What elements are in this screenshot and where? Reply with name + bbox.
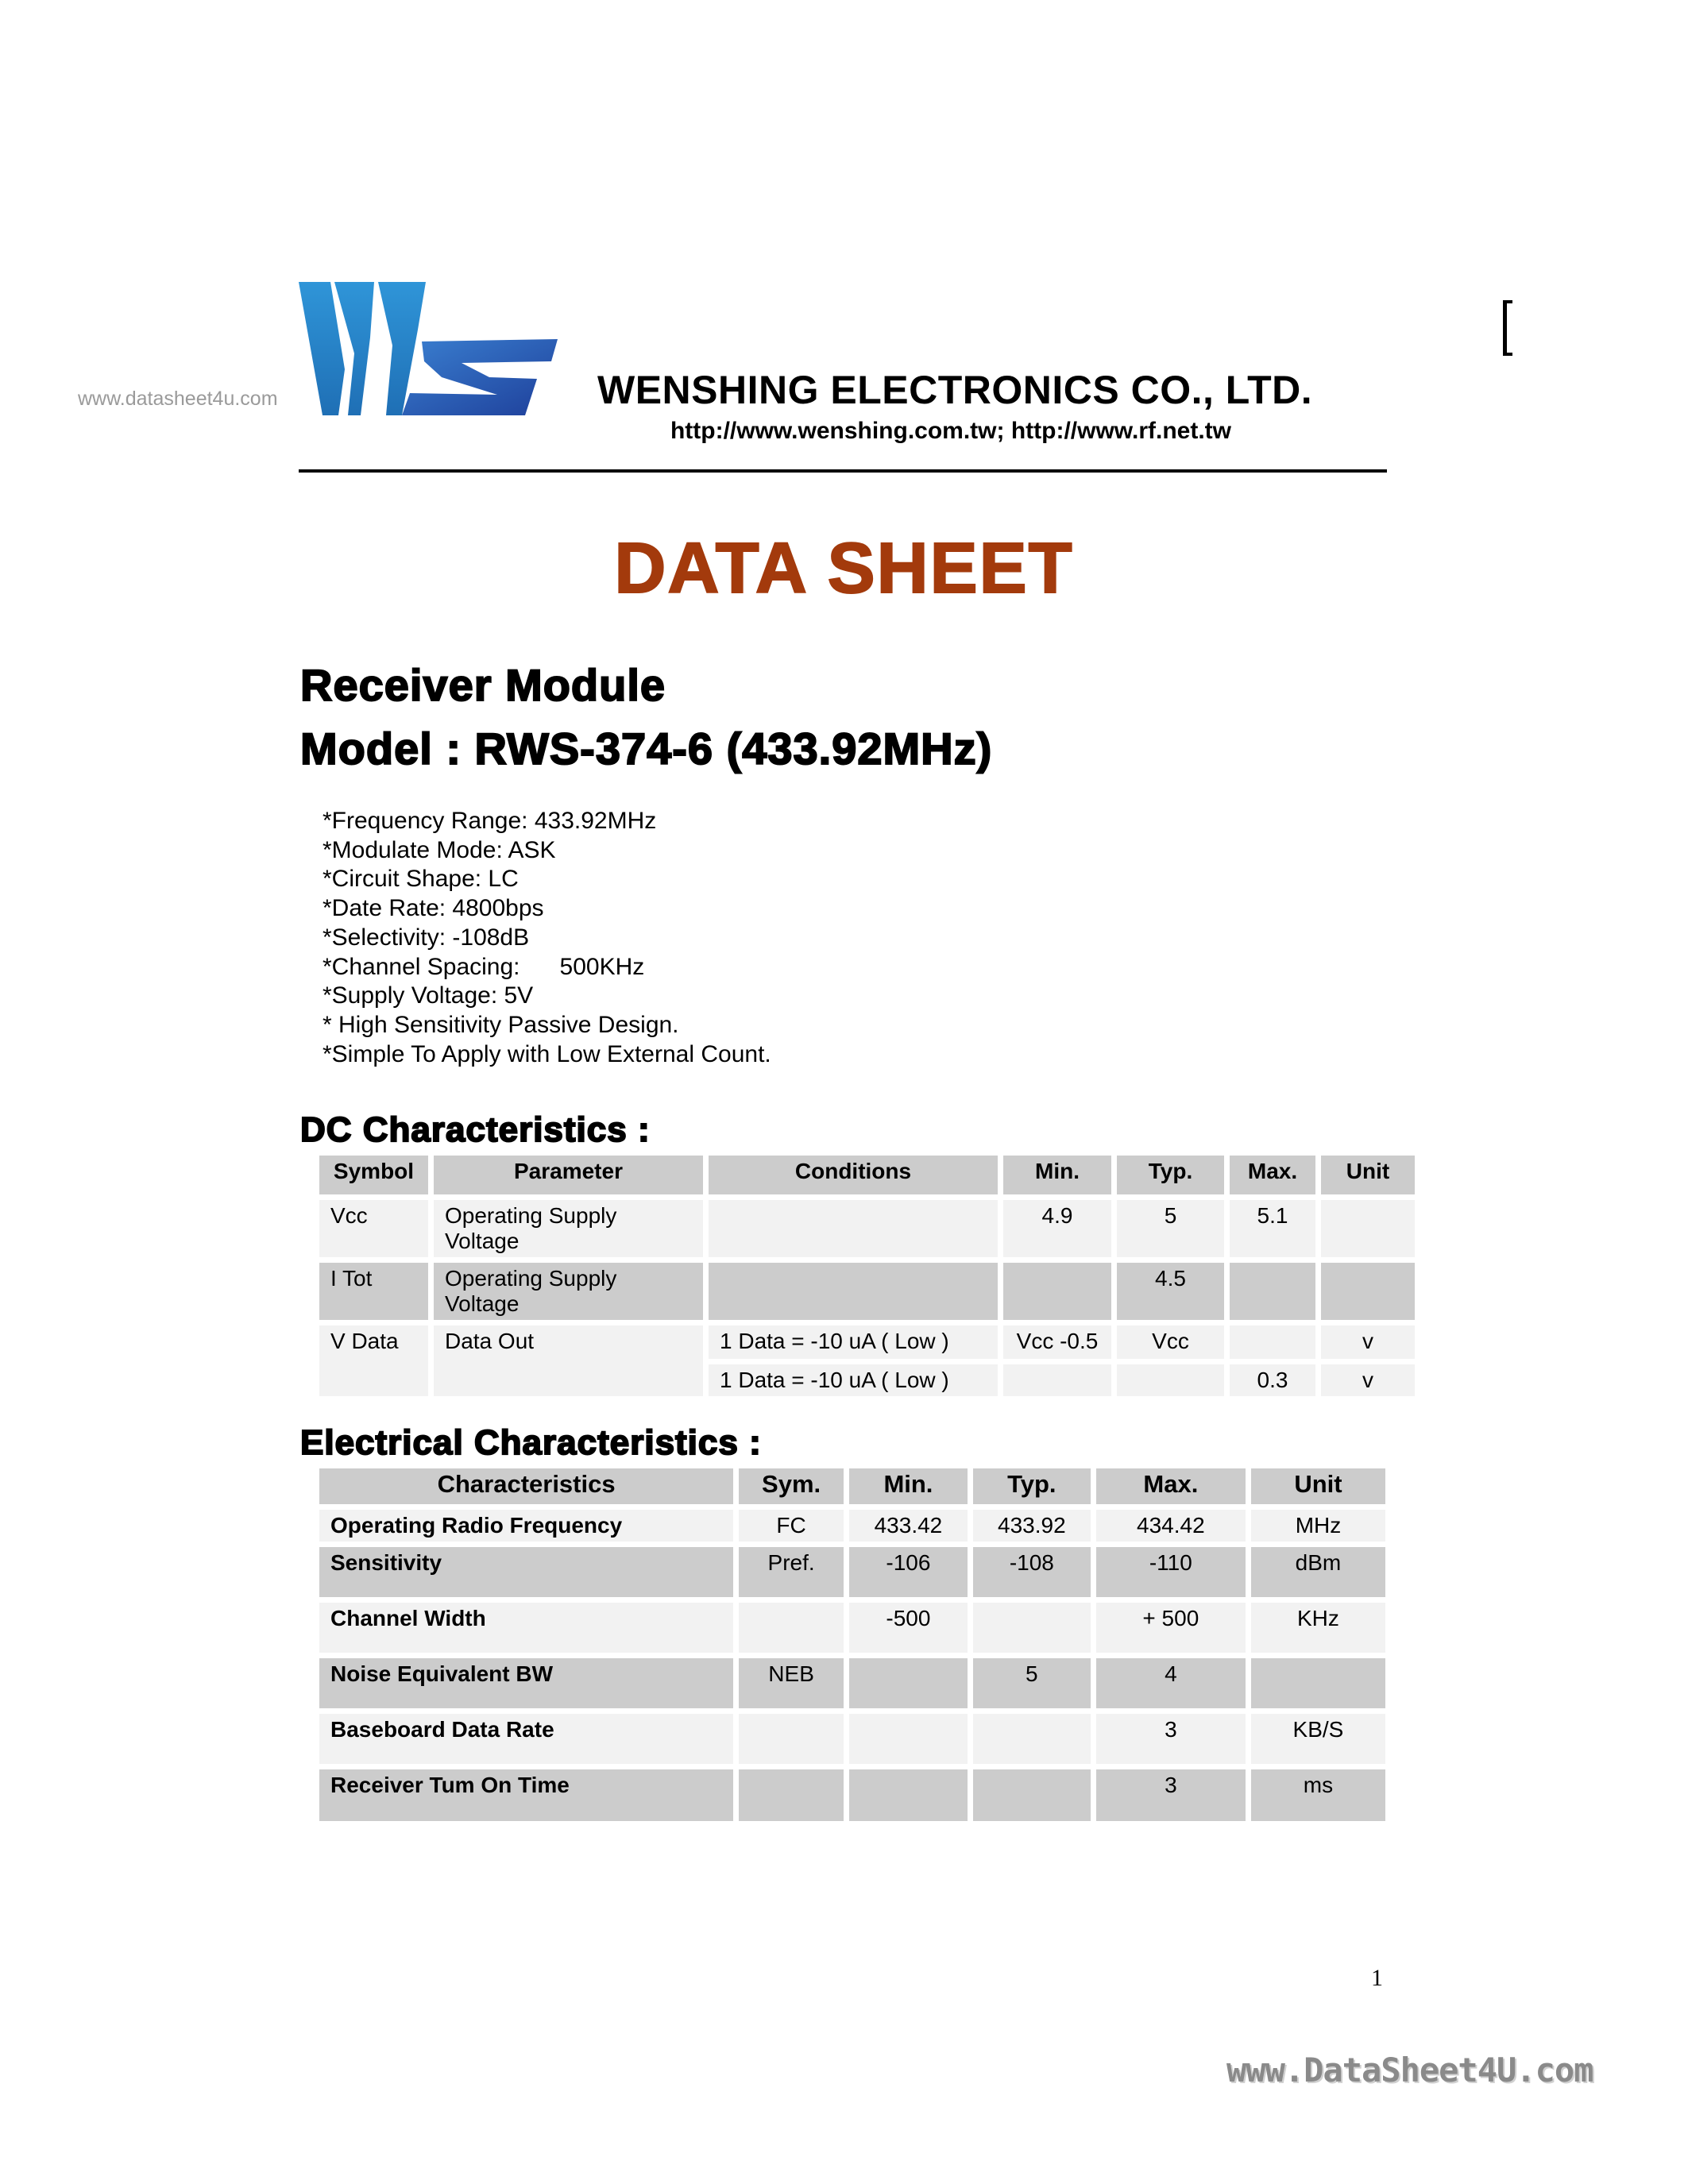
- bracket-mark: [1503, 300, 1512, 356]
- cell: KB/S: [1251, 1714, 1385, 1764]
- cell: 434.42: [1096, 1510, 1246, 1542]
- cell: dBm: [1251, 1547, 1385, 1597]
- cell: 5: [1117, 1200, 1224, 1257]
- feature-item: *Simple To Apply with Low External Count.: [323, 1040, 771, 1067]
- cell: Receiver Tum On Time: [319, 1769, 733, 1821]
- cell: [1003, 1364, 1111, 1396]
- header-cell: Symbol: [319, 1156, 428, 1194]
- model-heading: Model : RWS-374-6 (433.92MHz): [300, 723, 993, 774]
- product-heading: Receiver Module: [300, 660, 666, 710]
- feature-item: *Channel Spacing: 500KHz: [323, 953, 645, 980]
- cell: 433.42: [849, 1510, 968, 1542]
- electrical-heading: Electrical Characteristics :: [300, 1423, 762, 1462]
- cell: 3: [1096, 1769, 1246, 1821]
- cell: 5.1: [1230, 1200, 1315, 1257]
- cell: [849, 1658, 968, 1708]
- cell: 4: [1096, 1658, 1246, 1708]
- header-cell: Unit: [1251, 1468, 1385, 1504]
- cell: KHz: [1251, 1603, 1385, 1653]
- feature-item: * High Sensitivity Passive Design.: [323, 1011, 679, 1038]
- cell: -110: [1096, 1547, 1246, 1597]
- header-cell: Max.: [1230, 1156, 1315, 1194]
- cell: [973, 1603, 1091, 1653]
- cell: Sensitivity: [319, 1547, 733, 1597]
- cell: I Tot: [319, 1263, 428, 1320]
- cell: 1 Data = -10 uA ( Low ): [709, 1325, 998, 1359]
- cell: [1003, 1263, 1111, 1320]
- company-name: WENSHING ELECTRONICS CO., LTD.: [597, 368, 1313, 412]
- header-rule: [299, 469, 1387, 473]
- cell: [709, 1200, 998, 1257]
- cell: Noise Equivalent BW: [319, 1658, 733, 1708]
- table-row: [319, 1714, 1385, 1764]
- header-cell: Typ.: [973, 1468, 1091, 1504]
- header-cell: Max.: [1096, 1468, 1246, 1504]
- cell: 0.3: [1230, 1364, 1315, 1396]
- cell: 5: [973, 1658, 1091, 1708]
- cell: Operating Supply Voltage: [434, 1263, 703, 1320]
- feature-item: *Modulate Mode: ASK: [323, 836, 556, 863]
- dc-heading: DC Characteristics :: [300, 1110, 651, 1149]
- electrical-characteristics-table: [314, 1463, 1391, 1827]
- header-cell: Min.: [849, 1468, 968, 1504]
- header-cell: Min.: [1003, 1156, 1111, 1194]
- feature-item: *Date Rate: 4800bps: [323, 895, 544, 922]
- cell: 3: [1096, 1714, 1246, 1764]
- cell: -106: [849, 1547, 968, 1597]
- watermark-top: www.datasheet4u.com: [78, 388, 278, 410]
- header-cell: Parameter: [434, 1156, 703, 1194]
- dc-characteristics-table: [314, 1150, 1420, 1402]
- header-cell: Sym.: [739, 1468, 844, 1504]
- header-cell: Conditions: [709, 1156, 998, 1194]
- cell: [709, 1263, 998, 1320]
- cell: [1321, 1200, 1415, 1257]
- cell: Vcc: [1117, 1325, 1224, 1359]
- header-cell: Characteristics: [319, 1468, 733, 1504]
- cell: v: [1321, 1325, 1415, 1359]
- cell: [1321, 1263, 1415, 1320]
- feature-item: *Circuit Shape: LC: [323, 866, 519, 893]
- company-urls[interactable]: http://www.wenshing.com.tw; http://www.rf.net.tw: [670, 418, 1232, 444]
- feature-list: [323, 807, 771, 1069]
- cell: [1230, 1263, 1315, 1320]
- cell: Vcc -0.5: [1003, 1325, 1111, 1359]
- header-cell: Typ.: [1117, 1156, 1224, 1194]
- table-row: [319, 1200, 1415, 1257]
- table-row: [319, 1325, 1415, 1359]
- feature-item: *Frequency Range: 433.92MHz: [323, 808, 657, 834]
- cell: 433.92: [973, 1510, 1091, 1542]
- cell: -108: [973, 1547, 1091, 1597]
- cell: -500: [849, 1603, 968, 1653]
- cell: 4.5: [1117, 1263, 1224, 1320]
- cell: MHz: [1251, 1510, 1385, 1542]
- cell: [973, 1769, 1091, 1821]
- table-row: [319, 1547, 1385, 1597]
- cell: [849, 1769, 968, 1821]
- cell: [973, 1714, 1091, 1764]
- table-row: [319, 1603, 1385, 1653]
- cell: V Data: [319, 1325, 428, 1396]
- table-row: [319, 1263, 1415, 1320]
- cell: Baseboard Data Rate: [319, 1714, 733, 1764]
- cell: [739, 1603, 844, 1653]
- cell: Data Out: [434, 1325, 703, 1396]
- cell: 4.9: [1003, 1200, 1111, 1257]
- cell: Pref.: [739, 1547, 844, 1597]
- feature-item: *Supply Voltage: 5V: [323, 982, 534, 1009]
- watermark-bottom[interactable]: www.DataSheet4U.com: [1226, 2051, 1593, 2089]
- cell: [849, 1714, 968, 1764]
- cell: v: [1321, 1364, 1415, 1396]
- cell: [1117, 1364, 1224, 1396]
- feature-item: *Selectivity: -108dB: [323, 924, 530, 951]
- document-title: DATA SHEET: [614, 529, 1074, 608]
- cell: Operating Supply Voltage: [434, 1200, 703, 1257]
- table-header-row: [319, 1156, 1415, 1194]
- cell: Vcc: [319, 1200, 428, 1257]
- cell: Channel Width: [319, 1603, 733, 1653]
- table-row: [319, 1510, 1385, 1542]
- cell: FC: [739, 1510, 844, 1542]
- cell: ms: [1251, 1769, 1385, 1821]
- cell: + 500: [1096, 1603, 1246, 1653]
- cell: NEB: [739, 1658, 844, 1708]
- cell: 1 Data = -10 uA ( Low ): [709, 1364, 998, 1396]
- table-header-row: [319, 1468, 1385, 1504]
- cell: [739, 1714, 844, 1764]
- table-row: [319, 1658, 1385, 1708]
- table-row: [319, 1769, 1385, 1821]
- company-logo: [299, 282, 558, 415]
- cell: [739, 1769, 844, 1821]
- page-number: 1: [1371, 1965, 1383, 1991]
- cell: Operating Radio Frequency: [319, 1510, 733, 1542]
- header-cell: Unit: [1321, 1156, 1415, 1194]
- cell: [1251, 1658, 1385, 1708]
- cell: [1230, 1325, 1315, 1359]
